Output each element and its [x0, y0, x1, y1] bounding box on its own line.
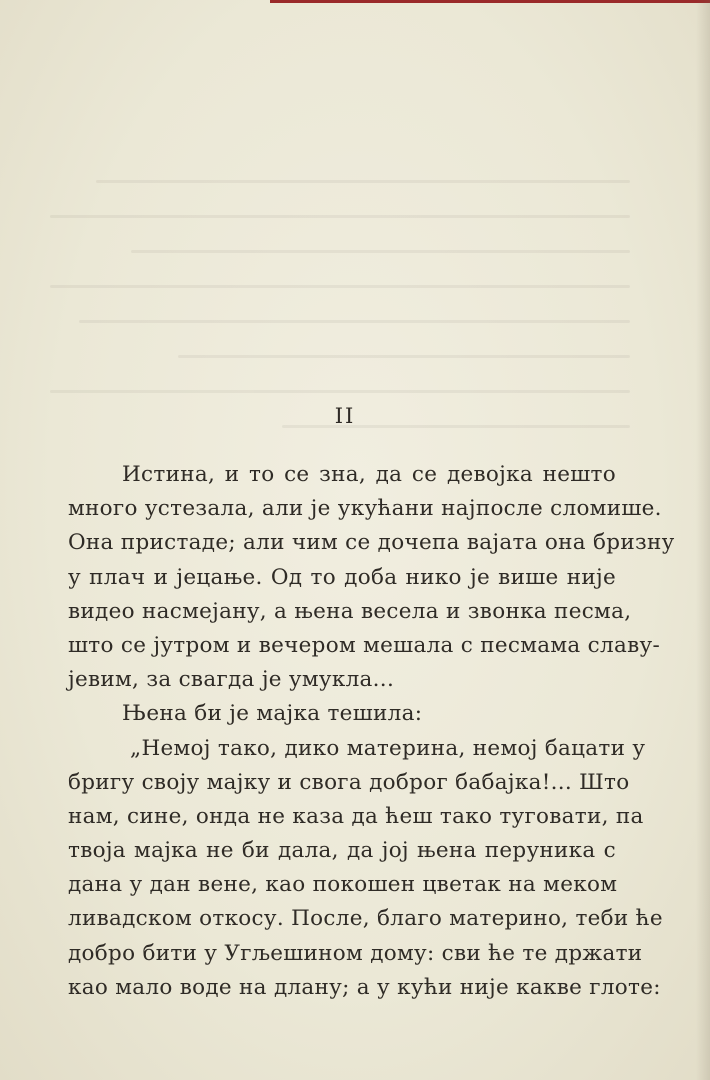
top-edge-mark	[270, 0, 710, 3]
text-line: ливадском откосу. После, благо материно, теби ће	[68, 906, 663, 932]
chapter-numeral: II	[334, 404, 356, 428]
text-line: Истина, и то се зна, да се девојка нешто	[122, 462, 616, 487]
text-line: нам, сине, онда не каза да ћеш тако туговати, па	[68, 803, 644, 829]
text-line: бригу своју мајку и свога доброг бабајка!... Што	[68, 769, 630, 795]
text-line: много устезала, али је укућани најпосле сломише.	[68, 496, 662, 522]
body-text	[68, 458, 675, 1005]
text-line: видео насмејану, а њена весела и звонка песма,	[68, 598, 632, 624]
text-line: Њена би је мајка тешила:	[122, 701, 423, 727]
text-line: твоја мајка не би дала, да јој њена перуника с	[68, 838, 616, 864]
text-line: „Немој тако, дико материна, немој бацати у	[130, 735, 646, 761]
text-line: Она пристаде; али чим се дочепа вајата она бризну	[68, 530, 675, 556]
text-line: што се јутром и вечером мешала с песмама славу-	[68, 632, 661, 658]
bleed-through-lines	[50, 180, 630, 440]
text-line: добро бити у Угљешином дому: сви ће те држати	[68, 940, 643, 966]
text-line: јевим, за свагда је умукла...	[68, 667, 395, 693]
text-line: дана у дан вене, као покошен цветак на меком	[68, 872, 618, 898]
page-edge-shadow	[696, 0, 710, 1080]
text-line: као мало воде на длану; а у кући није какве глоте:	[68, 974, 661, 1000]
text-line: у плач и јецање. Од то доба нико је више није	[68, 564, 616, 590]
